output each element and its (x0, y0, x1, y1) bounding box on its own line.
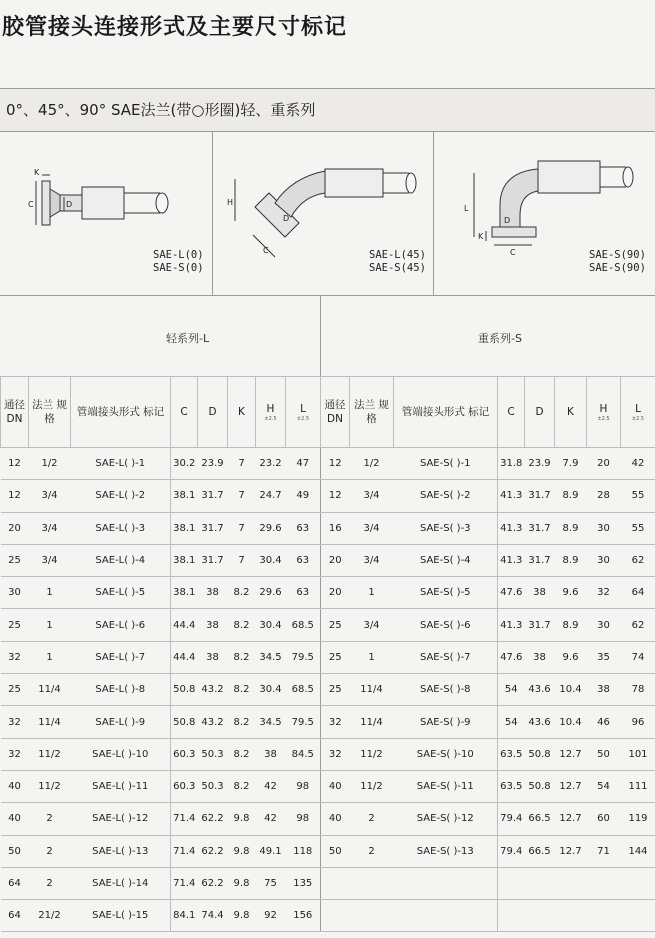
light-d-cell: 31.7 (198, 480, 228, 512)
light-k-cell: 7 (228, 544, 256, 576)
heavy-dn-cell: 25 (321, 641, 350, 673)
light-k-cell: 7 (228, 512, 256, 544)
heavy-k-cell: 10.4 (555, 706, 587, 738)
table-row (1, 544, 655, 576)
light-h-cell: 34.5 (256, 706, 286, 738)
heavy-flange-cell: 1 (350, 577, 394, 609)
diagram-label-b: SAE-S(0) (153, 262, 204, 274)
heavy-dn-cell (321, 900, 350, 932)
heavy-dn-cell: 12 (321, 448, 350, 480)
table-row (1, 835, 655, 867)
heavy-mark-cell: SAE-S( )-5 (394, 577, 498, 609)
light-dn-cell: 32 (1, 706, 29, 738)
light-d-cell: 31.7 (198, 512, 228, 544)
heavy-k-cell (555, 867, 587, 899)
light-mark-cell: SAE-L( )-5 (71, 577, 171, 609)
light-flange-cell: 3/4 (29, 544, 71, 576)
diagram-row (0, 131, 655, 296)
heavy-l-cell: 55 (621, 512, 655, 544)
light-flange-cell: 21/2 (29, 900, 71, 932)
heavy-c-cell: 79.4 (498, 835, 525, 867)
light-flange-cell: 11/2 (29, 770, 71, 802)
heavy-flange-cell: 3/4 (350, 609, 394, 641)
heavy-d-cell: 43.6 (525, 706, 555, 738)
heavy-d-cell: 23.9 (525, 448, 555, 480)
header-dn: 通径 DN (321, 377, 350, 448)
heavy-c-cell: 41.3 (498, 544, 525, 576)
light-l-cell: 98 (286, 803, 321, 835)
light-c-cell: 38.1 (171, 512, 198, 544)
light-c-cell: 71.4 (171, 803, 198, 835)
light-mark-cell: SAE-L( )-15 (71, 900, 171, 932)
light-mark-cell: SAE-L( )-7 (71, 641, 171, 673)
light-l-cell: 47 (286, 448, 321, 480)
diagram-label-a: SAE-S(90) (589, 249, 646, 261)
spec-table (0, 376, 655, 932)
heavy-flange-cell: 11/4 (350, 706, 394, 738)
light-mark-cell: SAE-L( )-8 (71, 674, 171, 706)
heavy-mark-cell (394, 867, 498, 899)
table-row (1, 448, 655, 480)
heavy-dn-cell (321, 867, 350, 899)
light-l-cell: 68.5 (286, 609, 321, 641)
heavy-l-cell: 101 (621, 738, 655, 770)
header-h: H ±2.5 (587, 377, 621, 448)
heavy-c-cell: 47.6 (498, 641, 525, 673)
light-flange-cell: 1 (29, 577, 71, 609)
heavy-d-cell: 31.7 (525, 544, 555, 576)
heavy-c-cell (498, 900, 525, 932)
heavy-flange-cell (350, 867, 394, 899)
light-flange-cell: 1 (29, 641, 71, 673)
light-mark-cell: SAE-L( )-14 (71, 867, 171, 899)
light-flange-cell: 11/2 (29, 738, 71, 770)
light-dn-cell: 50 (1, 835, 29, 867)
light-dn-cell: 32 (1, 738, 29, 770)
light-k-cell: 9.8 (228, 867, 256, 899)
dim-d: D (66, 200, 73, 209)
table-header-row (1, 377, 655, 448)
diagram-label-b: SAE-S(45) (369, 262, 426, 274)
heavy-k-cell: 8.9 (555, 609, 587, 641)
heavy-l-cell: 62 (621, 609, 655, 641)
heavy-flange-cell: 3/4 (350, 544, 394, 576)
page-title: 胶管接头连接形式及主要尺寸标记 (2, 15, 348, 40)
table-row (1, 480, 655, 512)
light-c-cell: 44.4 (171, 609, 198, 641)
heavy-dn-cell: 40 (321, 770, 350, 802)
light-h-cell: 29.6 (256, 512, 286, 544)
light-mark-cell: SAE-L( )-9 (71, 706, 171, 738)
light-mark-cell: SAE-L( )-13 (71, 835, 171, 867)
heavy-flange-cell: 11/4 (350, 674, 394, 706)
light-d-cell: 62.2 (198, 803, 228, 835)
heavy-dn-cell: 25 (321, 674, 350, 706)
diagram-45 (213, 131, 434, 295)
heavy-c-cell: 41.3 (498, 609, 525, 641)
light-l-cell: 63 (286, 544, 321, 576)
heavy-k-cell (555, 900, 587, 932)
heavy-d-cell: 43.6 (525, 674, 555, 706)
heavy-c-cell: 31.8 (498, 448, 525, 480)
dim-l: L (464, 204, 469, 213)
light-d-cell: 43.2 (198, 674, 228, 706)
heavy-flange-cell: 3/4 (350, 480, 394, 512)
table-row (1, 803, 655, 835)
heavy-dn-cell: 20 (321, 577, 350, 609)
heavy-c-cell: 79.4 (498, 803, 525, 835)
heavy-c-cell: 54 (498, 674, 525, 706)
header-h: H ±2.5 (256, 377, 286, 448)
heavy-h-cell: 46 (587, 706, 621, 738)
dim-c: C (263, 246, 269, 255)
heavy-c-cell (498, 867, 525, 899)
heavy-l-cell: 144 (621, 835, 655, 867)
light-dn-cell: 12 (1, 448, 29, 480)
header-l: L ±2.5 (621, 377, 655, 448)
heavy-h-cell: 50 (587, 738, 621, 770)
heavy-dn-cell: 32 (321, 738, 350, 770)
light-d-cell: 50.3 (198, 738, 228, 770)
heavy-flange-cell: 3/4 (350, 512, 394, 544)
heavy-mark-cell: SAE-S( )-1 (394, 448, 498, 480)
dim-c: C (28, 200, 34, 209)
light-k-cell: 9.8 (228, 803, 256, 835)
light-d-cell: 62.2 (198, 835, 228, 867)
subtitle: 0°、45°、90° SAE法兰(带○形圈)轻、重系列 (6, 101, 316, 119)
heavy-k-cell: 10.4 (555, 674, 587, 706)
light-k-cell: 7 (228, 480, 256, 512)
light-h-cell: 24.7 (256, 480, 286, 512)
light-h-cell: 92 (256, 900, 286, 932)
heavy-mark-cell: SAE-S( )-11 (394, 770, 498, 802)
light-mark-cell: SAE-L( )-3 (71, 512, 171, 544)
heavy-mark-cell: SAE-S( )-12 (394, 803, 498, 835)
heavy-mark-cell: SAE-S( )-9 (394, 706, 498, 738)
heavy-l-cell (621, 900, 655, 932)
heavy-d-cell: 31.7 (525, 480, 555, 512)
light-dn-cell: 12 (1, 480, 29, 512)
header-mark: 管端接头形式 标记 (71, 377, 171, 448)
light-d-cell: 23.9 (198, 448, 228, 480)
light-flange-cell: 2 (29, 867, 71, 899)
heavy-h-cell: 60 (587, 803, 621, 835)
dim-d: D (283, 214, 290, 223)
light-dn-cell: 30 (1, 577, 29, 609)
heavy-mark-cell: SAE-S( )-6 (394, 609, 498, 641)
light-mark-cell: SAE-L( )-6 (71, 609, 171, 641)
light-l-cell: 79.5 (286, 641, 321, 673)
diagram-label-b: SAE-S(90) (589, 262, 646, 274)
diagram-label-a: SAE-L(0) (153, 249, 204, 261)
dim-k: K (478, 232, 484, 241)
heavy-mark-cell: SAE-S( )-7 (394, 641, 498, 673)
light-dn-cell: 25 (1, 544, 29, 576)
heavy-mark-cell (394, 900, 498, 932)
diagram-label-a: SAE-L(45) (369, 249, 426, 261)
light-dn-cell: 25 (1, 609, 29, 641)
light-k-cell: 8.2 (228, 641, 256, 673)
heavy-l-cell: 96 (621, 706, 655, 738)
heavy-dn-cell: 20 (321, 544, 350, 576)
heavy-d-cell: 50.8 (525, 738, 555, 770)
light-h-cell: 42 (256, 770, 286, 802)
light-h-cell: 42 (256, 803, 286, 835)
header-flange: 法兰 规格 (29, 377, 71, 448)
light-k-cell: 8.2 (228, 674, 256, 706)
heavy-h-cell (587, 867, 621, 899)
light-dn-cell: 64 (1, 867, 29, 899)
light-mark-cell: SAE-L( )-10 (71, 738, 171, 770)
heavy-k-cell: 12.7 (555, 803, 587, 835)
heavy-mark-cell: SAE-S( )-8 (394, 674, 498, 706)
heavy-d-cell: 66.5 (525, 803, 555, 835)
heavy-k-cell: 8.9 (555, 544, 587, 576)
heavy-mark-cell: SAE-S( )-3 (394, 512, 498, 544)
header-l: L ±2.5 (286, 377, 321, 448)
dim-h: H (227, 198, 234, 207)
heavy-h-cell: 32 (587, 577, 621, 609)
light-h-cell: 30.4 (256, 544, 286, 576)
heavy-series-label: 重系列-S (478, 332, 522, 345)
table-row (1, 577, 655, 609)
light-k-cell: 9.8 (228, 835, 256, 867)
light-d-cell: 50.3 (198, 770, 228, 802)
light-flange-cell: 2 (29, 803, 71, 835)
table-row (1, 738, 655, 770)
light-flange-cell: 2 (29, 835, 71, 867)
heavy-h-cell: 54 (587, 770, 621, 802)
light-dn-cell: 40 (1, 803, 29, 835)
heavy-c-cell: 63.5 (498, 770, 525, 802)
header-c: C (171, 377, 198, 448)
light-l-cell: 84.5 (286, 738, 321, 770)
light-c-cell: 60.3 (171, 770, 198, 802)
light-h-cell: 29.6 (256, 577, 286, 609)
header-c: C (498, 377, 525, 448)
light-h-cell: 75 (256, 867, 286, 899)
light-d-cell: 31.7 (198, 544, 228, 576)
heavy-dn-cell: 16 (321, 512, 350, 544)
heavy-l-cell: 74 (621, 641, 655, 673)
light-c-cell: 84.1 (171, 900, 198, 932)
dim-k: K (34, 168, 40, 177)
heavy-c-cell: 54 (498, 706, 525, 738)
light-dn-cell: 40 (1, 770, 29, 802)
light-mark-cell: SAE-L( )-1 (71, 448, 171, 480)
heavy-flange-cell: 11/2 (350, 738, 394, 770)
header-flange: 法兰 规格 (350, 377, 394, 448)
heavy-h-cell: 30 (587, 512, 621, 544)
table-row (1, 641, 655, 673)
light-l-cell: 49 (286, 480, 321, 512)
light-l-cell: 156 (286, 900, 321, 932)
light-mark-cell: SAE-L( )-2 (71, 480, 171, 512)
heavy-d-cell: 31.7 (525, 609, 555, 641)
light-k-cell: 8.2 (228, 609, 256, 641)
heavy-l-cell (621, 867, 655, 899)
light-c-cell: 71.4 (171, 835, 198, 867)
light-d-cell: 62.2 (198, 867, 228, 899)
header-k: K (555, 377, 587, 448)
light-dn-cell: 64 (1, 900, 29, 932)
light-mark-cell: SAE-L( )-4 (71, 544, 171, 576)
light-c-cell: 38.1 (171, 480, 198, 512)
table-row (1, 900, 655, 932)
diagram-straight (0, 131, 213, 295)
heavy-k-cell: 8.9 (555, 480, 587, 512)
light-flange-cell: 1/2 (29, 448, 71, 480)
light-mark-cell: SAE-L( )-11 (71, 770, 171, 802)
light-l-cell: 118 (286, 835, 321, 867)
heavy-dn-cell: 32 (321, 706, 350, 738)
heavy-mark-cell: SAE-S( )-4 (394, 544, 498, 576)
light-l-cell: 68.5 (286, 674, 321, 706)
light-c-cell: 38.1 (171, 544, 198, 576)
heavy-mark-cell: SAE-S( )-2 (394, 480, 498, 512)
heavy-d-cell: 38 (525, 577, 555, 609)
light-d-cell: 38 (198, 577, 228, 609)
light-k-cell: 9.8 (228, 900, 256, 932)
heavy-h-cell: 30 (587, 609, 621, 641)
heavy-d-cell (525, 900, 555, 932)
heavy-h-cell (587, 900, 621, 932)
light-mark-cell: SAE-L( )-12 (71, 803, 171, 835)
table-row (1, 867, 655, 899)
header-dn: 通径 DN (1, 377, 29, 448)
light-dn-cell: 32 (1, 641, 29, 673)
light-l-cell: 98 (286, 770, 321, 802)
heavy-l-cell: 64 (621, 577, 655, 609)
light-c-cell: 71.4 (171, 867, 198, 899)
light-h-cell: 30.4 (256, 674, 286, 706)
heavy-l-cell: 42 (621, 448, 655, 480)
light-k-cell: 8.2 (228, 706, 256, 738)
heavy-d-cell: 31.7 (525, 512, 555, 544)
light-c-cell: 44.4 (171, 641, 198, 673)
light-c-cell: 30.2 (171, 448, 198, 480)
light-l-cell: 135 (286, 867, 321, 899)
light-flange-cell: 11/4 (29, 674, 71, 706)
table-row (1, 706, 655, 738)
heavy-c-cell: 41.3 (498, 480, 525, 512)
heavy-l-cell: 78 (621, 674, 655, 706)
light-c-cell: 50.8 (171, 706, 198, 738)
heavy-k-cell: 12.7 (555, 770, 587, 802)
light-c-cell: 60.3 (171, 738, 198, 770)
heavy-dn-cell: 25 (321, 609, 350, 641)
heavy-flange-cell: 2 (350, 803, 394, 835)
light-l-cell: 79.5 (286, 706, 321, 738)
light-c-cell: 38.1 (171, 577, 198, 609)
heavy-h-cell: 38 (587, 674, 621, 706)
dim-d: D (504, 216, 511, 225)
light-flange-cell: 11/4 (29, 706, 71, 738)
diagram-90 (434, 131, 655, 295)
light-h-cell: 34.5 (256, 641, 286, 673)
dim-c: C (510, 248, 516, 257)
heavy-flange-cell: 2 (350, 835, 394, 867)
table-row (1, 770, 655, 802)
heavy-c-cell: 63.5 (498, 738, 525, 770)
light-k-cell: 8.2 (228, 577, 256, 609)
light-flange-cell: 3/4 (29, 480, 71, 512)
heavy-flange-cell: 11/2 (350, 770, 394, 802)
heavy-h-cell: 28 (587, 480, 621, 512)
series-row (0, 296, 655, 377)
light-h-cell: 30.4 (256, 609, 286, 641)
heavy-l-cell: 62 (621, 544, 655, 576)
light-k-cell: 8.2 (228, 738, 256, 770)
light-d-cell: 43.2 (198, 706, 228, 738)
heavy-k-cell: 9.6 (555, 577, 587, 609)
heavy-c-cell: 41.3 (498, 512, 525, 544)
heavy-h-cell: 30 (587, 544, 621, 576)
heavy-k-cell: 8.9 (555, 512, 587, 544)
heavy-k-cell: 12.7 (555, 738, 587, 770)
table-row (1, 609, 655, 641)
heavy-dn-cell: 40 (321, 803, 350, 835)
heavy-d-cell (525, 867, 555, 899)
heavy-h-cell: 20 (587, 448, 621, 480)
heavy-l-cell: 119 (621, 803, 655, 835)
light-h-cell: 49.1 (256, 835, 286, 867)
heavy-dn-cell: 50 (321, 835, 350, 867)
heavy-d-cell: 50.8 (525, 770, 555, 802)
light-h-cell: 38 (256, 738, 286, 770)
heavy-mark-cell: SAE-S( )-13 (394, 835, 498, 867)
header-mark: 管端接头形式 标记 (394, 377, 498, 448)
light-k-cell: 8.2 (228, 770, 256, 802)
heavy-k-cell: 7.9 (555, 448, 587, 480)
light-k-cell: 7 (228, 448, 256, 480)
light-dn-cell: 20 (1, 512, 29, 544)
light-d-cell: 38 (198, 609, 228, 641)
heavy-h-cell: 71 (587, 835, 621, 867)
heavy-flange-cell: 1 (350, 641, 394, 673)
heavy-k-cell: 9.6 (555, 641, 587, 673)
light-d-cell: 38 (198, 641, 228, 673)
header-d: D (198, 377, 228, 448)
heavy-flange-cell: 1/2 (350, 448, 394, 480)
table-row (1, 674, 655, 706)
light-l-cell: 63 (286, 577, 321, 609)
header-d: D (525, 377, 555, 448)
light-h-cell: 23.2 (256, 448, 286, 480)
heavy-h-cell: 35 (587, 641, 621, 673)
light-l-cell: 63 (286, 512, 321, 544)
table-row (1, 512, 655, 544)
series-divider (320, 296, 321, 376)
light-series-label: 轻系列-L (166, 332, 210, 345)
heavy-c-cell: 47.6 (498, 577, 525, 609)
heavy-d-cell: 66.5 (525, 835, 555, 867)
heavy-k-cell: 12.7 (555, 835, 587, 867)
heavy-l-cell: 111 (621, 770, 655, 802)
light-c-cell: 50.8 (171, 674, 198, 706)
light-d-cell: 74.4 (198, 900, 228, 932)
heavy-d-cell: 38 (525, 641, 555, 673)
heavy-flange-cell (350, 900, 394, 932)
header-k: K (228, 377, 256, 448)
heavy-mark-cell: SAE-S( )-10 (394, 738, 498, 770)
light-dn-cell: 25 (1, 674, 29, 706)
light-flange-cell: 3/4 (29, 512, 71, 544)
heavy-dn-cell: 12 (321, 480, 350, 512)
light-flange-cell: 1 (29, 609, 71, 641)
heavy-l-cell: 55 (621, 480, 655, 512)
